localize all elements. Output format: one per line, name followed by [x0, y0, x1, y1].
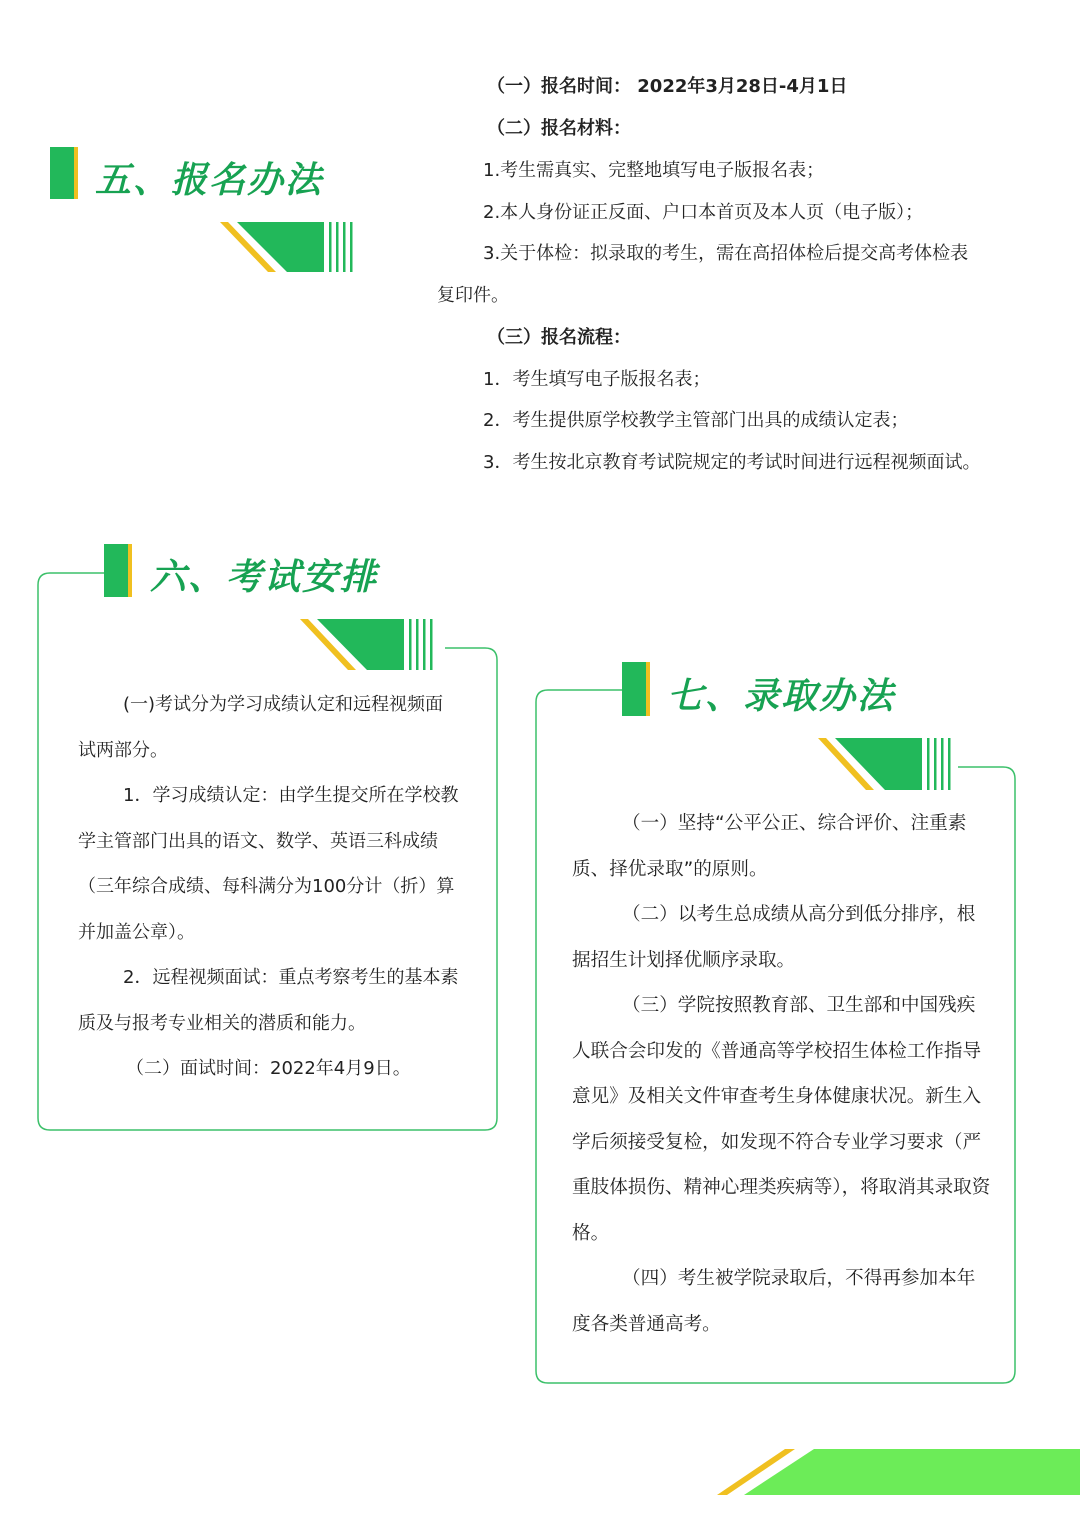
material-2: 2.本人身份证正反面、户口本首页及本人页（电子版）；	[483, 202, 924, 223]
process-3: 3．考生按北京教育考试院规定的考试时间进行远程视频面试。	[483, 452, 981, 473]
material-1: 1.考生需真实、完整地填写电子版报名表；	[483, 160, 825, 181]
process-2: 2．考生提供原学校教学主管部门出具的成绩认定表；	[483, 410, 909, 431]
paragraph: （三）学院按照教育部、卫生部和中国残疾人联合会印发的《普通高等学校招生体检工作指导意见》及相关文件审查考生身体健康状况。新生入学后须接受复检，如发现不符合专业学习要求（严重肢体损伤、精神心理类疾病等），将取消其录取资格。	[572, 995, 991, 1244]
material-3: 3.关于体检：拟录取的考生，需在高招体检后提交高考体检表	[483, 243, 969, 264]
paragraph: 1．学习成绩认定：由学生提交所在学校教学主管部门出具的语文、数学、英语三科成绩（三年综合成绩、每科满分为100分计（折）算并加盖公章）。	[78, 785, 459, 943]
title-marker-accent	[74, 147, 78, 199]
deco-stripes	[329, 222, 353, 272]
paragraph: （四）考生被学院录取后，不得再参加本年度各类普通高考。	[572, 1268, 976, 1335]
process-1: 1．考生填写电子版报名表；	[483, 369, 711, 390]
section6-content	[78, 682, 460, 1092]
paragraph: （二）面试时间：2022年4月9日。	[126, 1058, 411, 1079]
footer-green-bar	[744, 1449, 1080, 1495]
paragraph: (一)考试分为学习成绩认定和远程视频面试两部分。	[78, 694, 444, 761]
paragraph: （一）坚持“公平公正、综合评价、注重素质、择优录取”的原则。	[572, 813, 967, 880]
reg-materials-heading: （二）报名材料：	[487, 118, 631, 139]
section5-title: 五、报名办法	[95, 160, 324, 201]
section7-content	[572, 801, 992, 1347]
title-marker	[50, 147, 74, 199]
section6-title: 六、考试安排	[150, 557, 379, 598]
section7-title: 七、录取办法	[667, 676, 896, 717]
reg-process-heading: （三）报名流程：	[487, 327, 631, 348]
material-3-cont: 复印件。	[437, 285, 509, 306]
paragraph: （二）以考生总成绩从高分到低分排序，根据招生计划择优顺序录取。	[572, 904, 976, 971]
paragraph: 2．远程视频面试：重点考察考生的基本素质及与报考专业相关的潜质和能力。	[78, 967, 459, 1034]
reg-time: （一）报名时间： 2022年3月28日-4月1日	[487, 76, 848, 97]
